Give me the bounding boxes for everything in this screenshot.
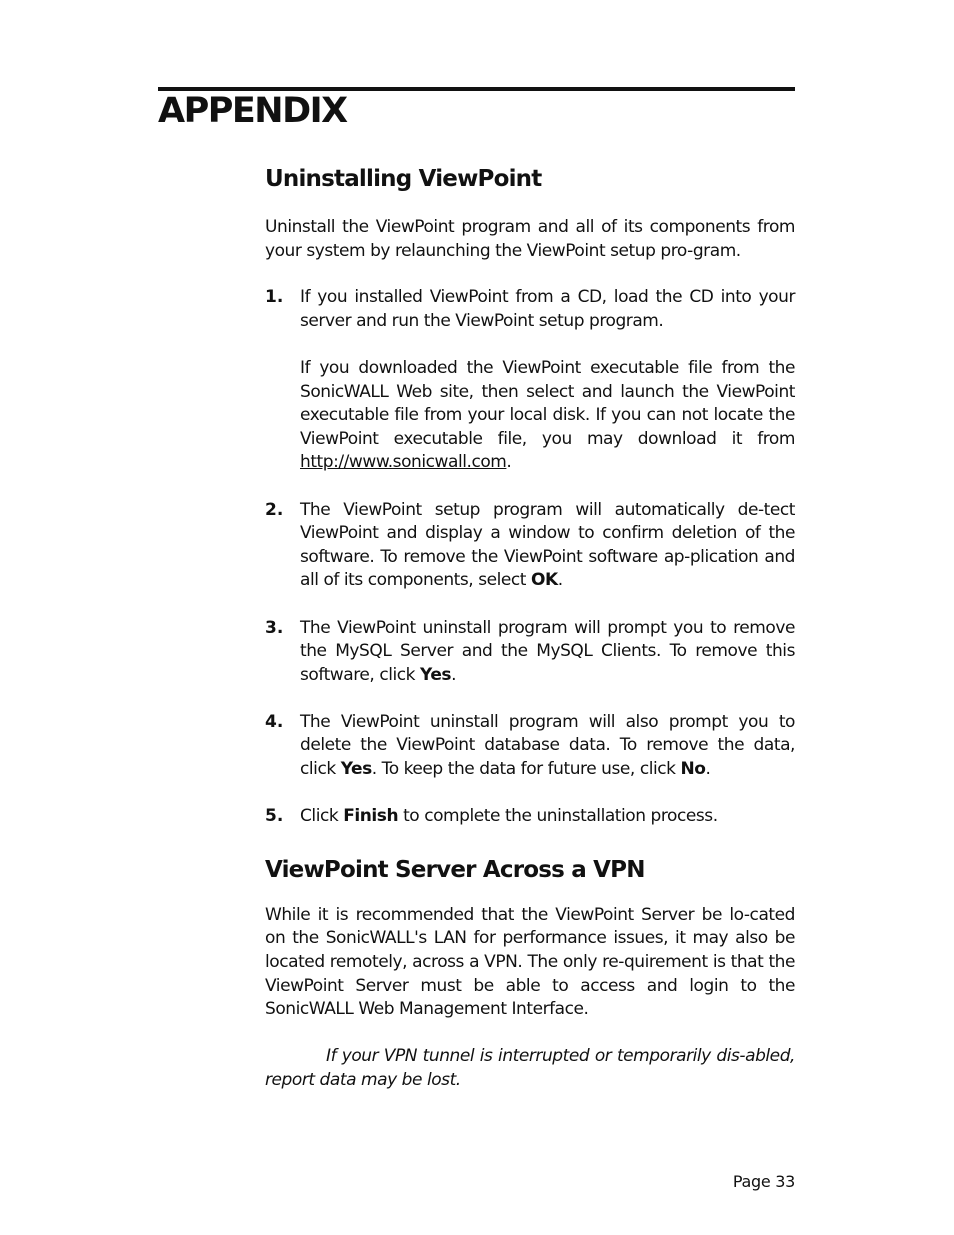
step-2 (265, 499, 795, 593)
vpn-body: While it is recommended that the ViewPoint Server be lo-cated on the SonicWALL's LAN for performance issues, it may also be located remotely, across a VPN. The only re-quirement is that the ViewPoint Server must be able to access and login to the SonicWALL Web Management Interface. (265, 904, 795, 1020)
yes-term: Yes (340, 759, 372, 780)
step-number: 5. (265, 806, 284, 827)
section-heading-uninstall: Uninstalling ViewPoint (265, 166, 542, 192)
uninstall-intro: Uninstall the ViewPoint program and all of its components from your system by relaunching the ViewPoint setup pro-gram. (265, 217, 795, 261)
vpn-note: If your VPN tunnel is interrupted or temporarily dis-abled, report data may be lost. (265, 1046, 795, 1090)
step-3 (265, 617, 795, 688)
step-text: The ViewPoint uninstall program will prompt you to remove the MySQL Server and the MySQL Clients. To remove this software, click Yes. (300, 617, 795, 685)
step-number: 4. (265, 711, 284, 732)
ok-term: OK (530, 570, 558, 591)
step-number: 3. (265, 617, 284, 638)
step-number: 2. (265, 499, 284, 520)
step-text: The ViewPoint uninstall program will also prompt you to delete the ViewPoint database data. To remove the data, click Yes. To keep the data for future use, click No. (300, 711, 795, 780)
page-content (265, 160, 795, 1093)
step-4 (265, 711, 795, 782)
step-text: Click Finish to complete the uninstallation process. (300, 806, 718, 827)
chapter-title: APPENDIX (158, 91, 347, 131)
section-heading-vpn: ViewPoint Server Across a VPN (265, 856, 645, 883)
finish-term: Finish (343, 806, 399, 827)
sonicwall-link[interactable]: http://www.sonicwall.com (300, 452, 507, 473)
yes-term: Yes (420, 664, 452, 685)
step-subtext: If you downloaded the ViewPoint executable file from the SonicWALL Web site, then select and launch the ViewPoint executable file from your local disk. If you can not locate the ViewPoint executable file, you may download it from http://www.sonicwall.com. (300, 357, 795, 473)
step-1 (265, 286, 795, 475)
step-text: The ViewPoint setup program will automatically de-tect ViewPoint and display a window to confirm deletion of the software. To remove the ViewPoint software ap-plication and all of its components, select OK. (300, 499, 795, 591)
uninstall-steps (265, 286, 795, 829)
no-term: No (680, 759, 706, 780)
step-5 (265, 805, 795, 829)
step-text: If you installed ViewPoint from a CD, load the CD into your server and run the ViewPoint setup program. (300, 287, 795, 331)
step-number: 1. (265, 287, 284, 308)
page-number: Page 33 (732, 1172, 795, 1191)
